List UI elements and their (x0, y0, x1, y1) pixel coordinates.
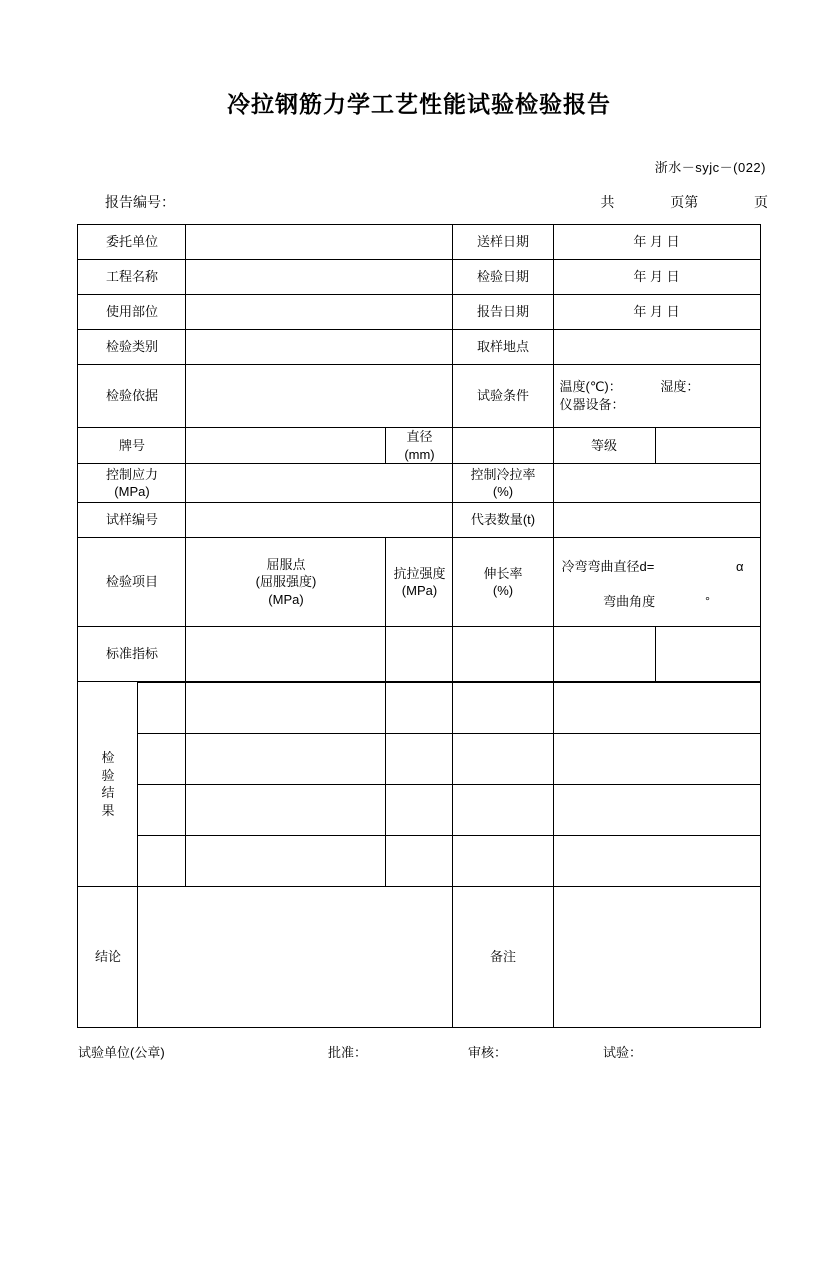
test-condition-label: 试验条件 (453, 365, 553, 428)
grade-value[interactable] (655, 428, 760, 464)
sample-no-label: 试样编号 (78, 503, 186, 538)
standard-elongation-value[interactable] (453, 627, 553, 682)
control-stress-label-line1: 控制应力 (105, 466, 158, 482)
result-elongation-cell[interactable] (453, 683, 553, 734)
sampling-location-value[interactable] (553, 330, 760, 365)
result-index-cell[interactable] (138, 683, 186, 734)
table-row (78, 627, 760, 682)
result-yield-cell[interactable] (186, 734, 386, 785)
client-unit-value[interactable] (186, 225, 453, 260)
approver-label[interactable]: 批准： (328, 1045, 368, 1061)
result-index-cell[interactable] (138, 785, 186, 836)
result-yield-cell[interactable] (186, 836, 386, 887)
sampling-location-label: 取样地点 (453, 330, 553, 365)
brand-label: 牌号 (78, 428, 186, 464)
project-name-value[interactable] (186, 260, 453, 295)
humidity-label: 湿度： (660, 379, 700, 395)
table-row (78, 295, 760, 330)
test-condition-value[interactable] (553, 365, 760, 428)
yield-point-line1: 屈服点 (266, 556, 306, 572)
result-elongation-cell[interactable] (453, 785, 553, 836)
diameter-label: 直径(mm) (386, 428, 453, 464)
project-name-label: 工程名称 (78, 260, 186, 295)
cold-draw-rate-label-line1: 控制冷拉率 (470, 466, 536, 482)
quantity-value[interactable] (553, 503, 760, 538)
brand-value[interactable] (186, 428, 386, 464)
remark-value[interactable] (553, 887, 760, 1028)
result-bend-cell[interactable] (553, 683, 760, 734)
standard-bend-value[interactable] (553, 627, 655, 682)
report-table (77, 224, 760, 1028)
inspection-date-label: 检验日期 (453, 260, 553, 295)
signature-row (78, 1036, 760, 1061)
control-stress-label (78, 464, 186, 503)
bend-diameter-label: 冷弯弯曲直径d= (561, 558, 655, 574)
result-tensile-cell[interactable] (386, 734, 453, 785)
diameter-value[interactable] (453, 428, 553, 464)
result-index-cell[interactable] (138, 836, 186, 887)
usage-part-label: 使用部位 (78, 295, 186, 330)
test-result-label (78, 682, 138, 887)
result-bend-cell[interactable] (553, 734, 760, 785)
elongation-line1: 伸长率 (483, 565, 523, 581)
table-row (78, 225, 760, 260)
tensile-strength-line2: (MPa) (401, 583, 438, 599)
result-tensile-cell[interactable] (386, 836, 453, 887)
report-page (0, 86, 838, 1272)
tensile-strength-line1: 抗拉强度 (393, 565, 446, 581)
sampling-date-value[interactable]: 年 月 日 (553, 225, 760, 260)
test-result-label-char1: 检 (101, 750, 115, 765)
result-yield-cell[interactable] (186, 683, 386, 734)
result-yield-cell[interactable] (186, 785, 386, 836)
table-row (78, 428, 760, 464)
inspection-type-value[interactable] (186, 330, 453, 365)
page-total-label: 共 (600, 194, 615, 210)
table-row (78, 365, 760, 428)
page-unit: 页 (754, 194, 768, 210)
yield-point-line3: (MPa) (268, 591, 304, 607)
table-row (78, 836, 760, 887)
table-row (78, 464, 760, 503)
conclusion-value[interactable] (138, 887, 453, 1028)
bend-angle-label: 弯曲角度 (603, 594, 656, 610)
test-unit-seal: 试验单位(公章) (78, 1045, 165, 1061)
elongation-header (453, 538, 553, 627)
table-row (78, 734, 760, 785)
device-label: 仪器设备： (559, 397, 625, 412)
table-row (78, 683, 760, 734)
inspection-basis-label: 检验依据 (78, 365, 186, 428)
grade-label: 等级 (553, 428, 655, 464)
control-stress-value[interactable] (186, 464, 453, 503)
cold-draw-rate-value[interactable] (553, 464, 760, 503)
quantity-label: 代表数量(t) (453, 503, 553, 538)
standard-index-label: 标准指标 (78, 627, 186, 682)
report-no-label: 报告编号： (105, 194, 175, 210)
inspection-date-value[interactable]: 年 月 日 (553, 260, 760, 295)
test-result-label-char4: 果 (101, 802, 115, 818)
page-label: 页第 (670, 194, 699, 210)
bend-alpha-label: α (736, 558, 744, 574)
report-date-value[interactable]: 年 月 日 (553, 295, 760, 330)
test-result-label-char2: 验 (101, 767, 115, 783)
standard-yield-value[interactable] (186, 627, 386, 682)
inspection-type-label: 检验类别 (78, 330, 186, 365)
table-row (78, 785, 760, 836)
remark-label: 备注 (453, 887, 553, 1028)
report-date-label: 报告日期 (453, 295, 553, 330)
result-tensile-cell[interactable] (386, 683, 453, 734)
tensile-strength-header (386, 538, 453, 627)
result-bend-cell[interactable] (553, 836, 760, 887)
result-index-cell[interactable] (138, 734, 186, 785)
result-elongation-cell[interactable] (453, 836, 553, 887)
result-bend-cell[interactable] (553, 785, 760, 836)
table-row (78, 260, 760, 295)
inspection-basis-value[interactable] (186, 365, 453, 428)
standard-tensile-value[interactable] (386, 627, 453, 682)
table-row (78, 538, 760, 627)
page-title: 冷拉钢筋力学工艺性能试验检验报告 (227, 91, 611, 117)
usage-part-value[interactable] (186, 295, 453, 330)
result-tensile-cell[interactable] (386, 785, 453, 836)
table-row (78, 887, 760, 1028)
temperature-label: 温度(℃)： (559, 379, 622, 395)
sampling-date-label: 送样日期 (453, 225, 553, 260)
reviewer-label[interactable]: 审核： (468, 1045, 508, 1061)
report-number-line (0, 192, 838, 212)
table-row (78, 330, 760, 365)
bend-degree-symbol: ° (705, 594, 710, 609)
sample-no-value[interactable] (186, 503, 453, 538)
standard-extra-value[interactable] (655, 627, 760, 682)
conclusion-label: 结论 (78, 887, 138, 1028)
page-counter (600, 192, 768, 212)
elongation-line2: (%) (492, 583, 514, 599)
yield-point-header (186, 538, 386, 627)
cold-draw-rate-label (453, 464, 553, 503)
yield-point-line2: (屈服强度) (255, 574, 317, 590)
cold-draw-rate-label-line2: (%) (492, 484, 514, 500)
table-row (78, 503, 760, 538)
test-result-label-char3: 结 (101, 785, 115, 801)
test-item-label: 检验项目 (78, 538, 186, 627)
form-code: 浙水－syjc－(022) (654, 160, 766, 175)
control-stress-label-line2: (MPa) (114, 484, 150, 500)
cold-bend-header (553, 538, 760, 627)
tester-label[interactable]: 试验： (603, 1045, 643, 1061)
result-elongation-cell[interactable] (453, 734, 553, 785)
client-unit-label: 委托单位 (78, 225, 186, 260)
